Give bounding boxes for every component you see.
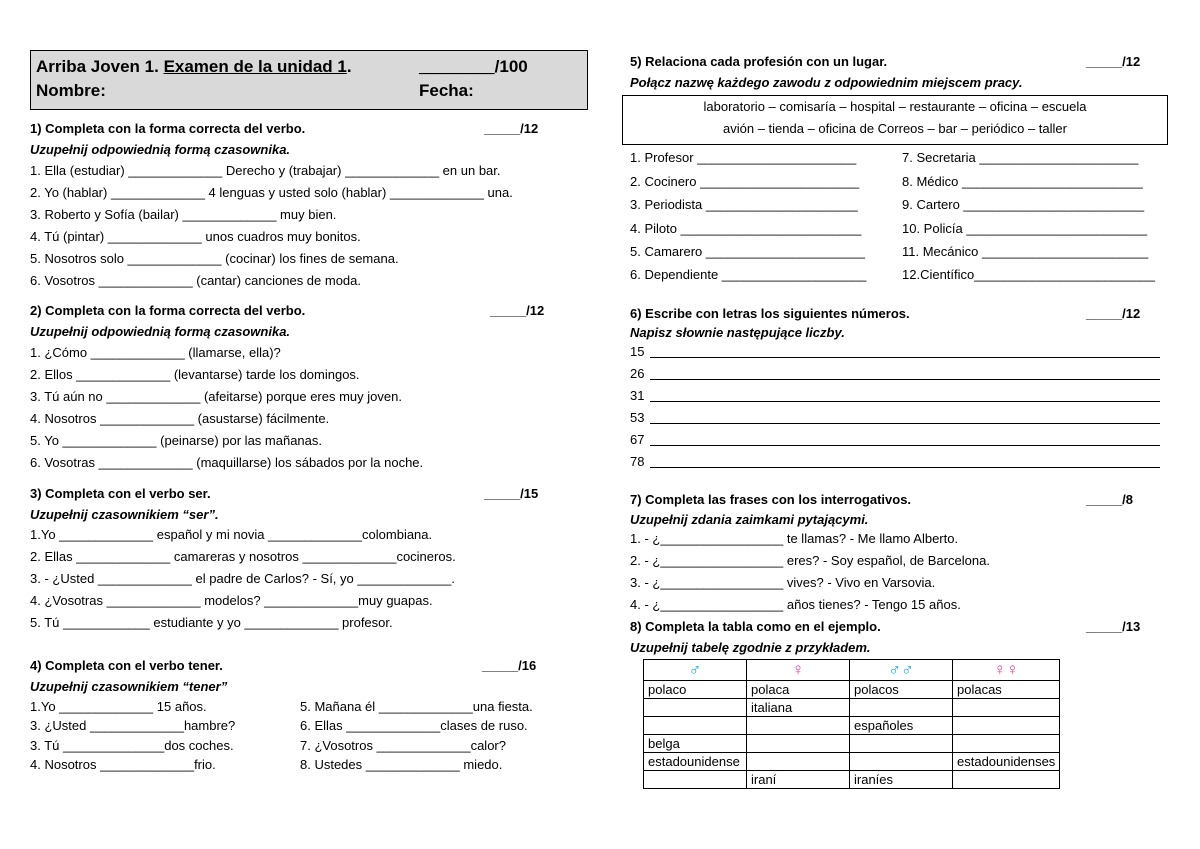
- table-cell: estadounidense: [644, 753, 747, 771]
- table-cell: [644, 717, 747, 735]
- number-line: [630, 432, 1160, 447]
- number-label: 31: [630, 388, 645, 403]
- table-row: [644, 735, 1060, 753]
- table-cell: [747, 735, 850, 753]
- male-symbol-icon: ♂: [644, 660, 747, 681]
- table-cell: polacos: [850, 681, 953, 699]
- places-box: [622, 95, 1168, 145]
- exercise-item: 8. Ustedes _____________ miedo.: [300, 757, 503, 772]
- profession-item: 11. Mecánico _______________________: [902, 244, 1149, 259]
- exercise-item: 6. Vosotros _____________ (cantar) canciones de moda.: [30, 273, 362, 288]
- profession-item: 7. Secretaria ______________________: [902, 150, 1139, 165]
- section-subtitle: Połącz nazwę każdego zawodu z odpowiednim miejscem pracy.: [630, 75, 1023, 90]
- table-cell: belga: [644, 735, 747, 753]
- section-subtitle: Uzupełnij czasownikiem “ser”.: [30, 507, 219, 522]
- table-row: [644, 681, 1060, 699]
- date-label: Fecha:: [419, 81, 474, 100]
- table-row: [644, 717, 1060, 735]
- profession-item: 12.Científico_________________________: [902, 267, 1156, 282]
- exercise-item: 4. Nosotros _____________frio.: [30, 757, 216, 772]
- exercise-item: 1. - ¿_________________ te llamas? - Me llamo Alberto.: [630, 531, 959, 546]
- number-label: 53: [630, 410, 645, 425]
- exercise-item: 2. Ellas _____________ camareras y nosotros _____________cocineros.: [30, 549, 456, 564]
- exercise-item: 3. ¿Usted _____________hambre?: [30, 718, 236, 733]
- exam-header: [30, 50, 588, 110]
- table-cell: [953, 717, 1060, 735]
- number-line: [630, 366, 1160, 381]
- exercise-item: 2. Yo (hablar) _____________ 4 lenguas y usted solo (hablar) _____________ una.: [30, 185, 513, 200]
- table-row: [644, 699, 1060, 717]
- table-cell: polaca: [747, 681, 850, 699]
- number-label: 67: [630, 432, 645, 447]
- table-cell: [747, 753, 850, 771]
- table-cell: estadounidenses: [953, 753, 1060, 771]
- table-cell: polaco: [644, 681, 747, 699]
- table-cell: [644, 699, 747, 717]
- section-title: 8) Completa la tabla como en el ejemplo.: [630, 619, 881, 634]
- exercise-item: 3. Roberto y Sofía (bailar) _____________ muy bien.: [30, 207, 337, 222]
- table-row: [644, 771, 1060, 789]
- section-subtitle: Napisz słownie następujące liczby.: [630, 325, 845, 340]
- section-subtitle: Uzupełnij odpowiednią formą czasownika.: [30, 142, 291, 157]
- name-label: Nombre:: [36, 81, 106, 100]
- number-line: [630, 344, 1160, 359]
- profession-item: 10. Policía _________________________: [902, 221, 1148, 236]
- number-label: 15: [630, 344, 645, 359]
- section-title: 5) Relaciona cada profesión con un lugar.: [630, 54, 888, 69]
- profession-item: 8. Médico _________________________: [902, 174, 1143, 189]
- exercise-item: 5. Tú ____________ estudiante y yo _____________ profesor.: [30, 615, 393, 630]
- exercise-item: 3. - ¿_________________ vives? - Vivo en Varsovia.: [630, 575, 936, 590]
- section-title: 3) Completa con el verbo ser.: [30, 486, 211, 501]
- exercise-item: 5. Mañana él _____________una fiesta.: [300, 699, 533, 714]
- exercise-item: 3. Tú ______________dos coches.: [30, 738, 234, 753]
- section-score: _____/16: [482, 658, 537, 673]
- section-score: _____/12: [1086, 306, 1141, 321]
- section-subtitle: Uzupełnij odpowiednią formą czasownika.: [30, 324, 291, 339]
- exercise-item: 4. Tú (pintar) _____________ unos cuadros muy bonitos.: [30, 229, 361, 244]
- exercise-item: 5. Yo _____________ (peinarse) por las mañanas.: [30, 433, 322, 448]
- table-cell: [644, 771, 747, 789]
- table-cell: italiana: [747, 699, 850, 717]
- profession-item: 4. Piloto _________________________: [630, 221, 862, 236]
- section-subtitle: Uzupełnij tabelę zgodnie z przykładem.: [630, 640, 871, 655]
- table-cell: [850, 753, 953, 771]
- nationality-table: [643, 659, 1060, 789]
- exercise-item: 3. - ¿Usted _____________ el padre de Carlos? - Sí, yo _____________.: [30, 571, 455, 586]
- male-plural-symbol-icon: ♂♂: [850, 660, 953, 681]
- table-cell: [953, 771, 1060, 789]
- exercise-item: 6. Ellas _____________clases de ruso.: [300, 718, 528, 733]
- section-score: _____/15: [484, 486, 539, 501]
- exercise-item: 3. Tú aún no _____________ (afeitarse) porque eres muy joven.: [30, 389, 402, 404]
- profession-item: 5. Camarero ______________________: [630, 244, 865, 259]
- section-title: 1) Completa con la forma correcta del verbo.: [30, 121, 306, 136]
- profession-item: 9. Cartero _________________________: [902, 197, 1145, 212]
- section-score: _____/13: [1086, 619, 1141, 634]
- number-label: 26: [630, 366, 645, 381]
- profession-item: 2. Cocinero ______________________: [630, 174, 860, 189]
- number-label: 78: [630, 454, 645, 469]
- exercise-item: 2. - ¿_________________ eres? - Soy español, de Barcelona.: [630, 553, 990, 568]
- section-title: 7) Completa las frases con los interrogativos.: [630, 492, 912, 507]
- exercise-item: 6. Vosotras _____________ (maquillarse) los sábados por la noche.: [30, 455, 424, 470]
- exercise-item: 1.Yo _____________ español y mi novia _____________colombiana.: [30, 527, 433, 542]
- table-header-row: [644, 660, 1060, 681]
- exercise-item: 7. ¿Vosotros _____________calor?: [300, 738, 506, 753]
- female-plural-symbol-icon: ♀♀: [953, 660, 1060, 681]
- profession-item: 6. Dependiente ____________________: [630, 267, 867, 282]
- total-score: ________/100: [419, 57, 528, 76]
- table-cell: iraní: [747, 771, 850, 789]
- exam-title: Arriba Joven 1. Examen de la unidad 1.: [36, 57, 352, 76]
- female-symbol-icon: ♀: [747, 660, 850, 681]
- table-cell: [953, 699, 1060, 717]
- section-title: 6) Escribe con letras los siguientes números.: [630, 306, 910, 321]
- table-cell: [747, 717, 850, 735]
- table-cell: iraníes: [850, 771, 953, 789]
- profession-item: 1. Profesor ______________________: [630, 150, 857, 165]
- table-cell: [850, 699, 953, 717]
- exercise-item: 4. - ¿_________________ años tienes? - Tengo 15 años.: [630, 597, 961, 612]
- section-score: _____/8: [1086, 492, 1133, 507]
- section-subtitle: Uzupełnij zdania zaimkami pytającymi.: [630, 512, 869, 527]
- places-line: laboratorio – comisaría – hospital – restaurante – oficina – escuela: [703, 99, 1087, 114]
- places-line: avión – tienda – oficina de Correos – bar – periódico – taller: [723, 121, 1067, 136]
- number-line: [630, 454, 1160, 469]
- number-line: [630, 410, 1160, 425]
- table-cell: [850, 735, 953, 753]
- table-cell: polacas: [953, 681, 1060, 699]
- section-subtitle: Uzupełnij czasownikiem “tener”: [30, 679, 228, 694]
- table-cell: españoles: [850, 717, 953, 735]
- exercise-item: 4. ¿Vosotras _____________ modelos? _____________muy guapas.: [30, 593, 433, 608]
- number-line: [630, 388, 1160, 403]
- section-score: _____/12: [484, 121, 539, 136]
- table-cell: [953, 735, 1060, 753]
- section-score: _____/12: [1086, 54, 1141, 69]
- section-score: _____/12: [490, 303, 545, 318]
- exercise-item: 1. ¿Cómo _____________ (llamarse, ella)?: [30, 345, 281, 360]
- table-row: [644, 753, 1060, 771]
- exercise-item: 2. Ellos _____________ (levantarse) tarde los domingos.: [30, 367, 360, 382]
- exercise-item: 5. Nosotros solo _____________ (cocinar) los fines de semana.: [30, 251, 399, 266]
- exercise-item: 4. Nosotros _____________ (asustarse) fácilmente.: [30, 411, 330, 426]
- exercise-item: 1.Yo _____________ 15 años.: [30, 699, 207, 714]
- exercise-item: 1. Ella (estudiar) _____________ Derecho y (trabajar) _____________ en un bar.: [30, 163, 501, 178]
- section-title: 4) Completa con el verbo tener.: [30, 658, 223, 673]
- profession-item: 3. Periodista _____________________: [630, 197, 858, 212]
- section-title: 2) Completa con la forma correcta del verbo.: [30, 303, 306, 318]
